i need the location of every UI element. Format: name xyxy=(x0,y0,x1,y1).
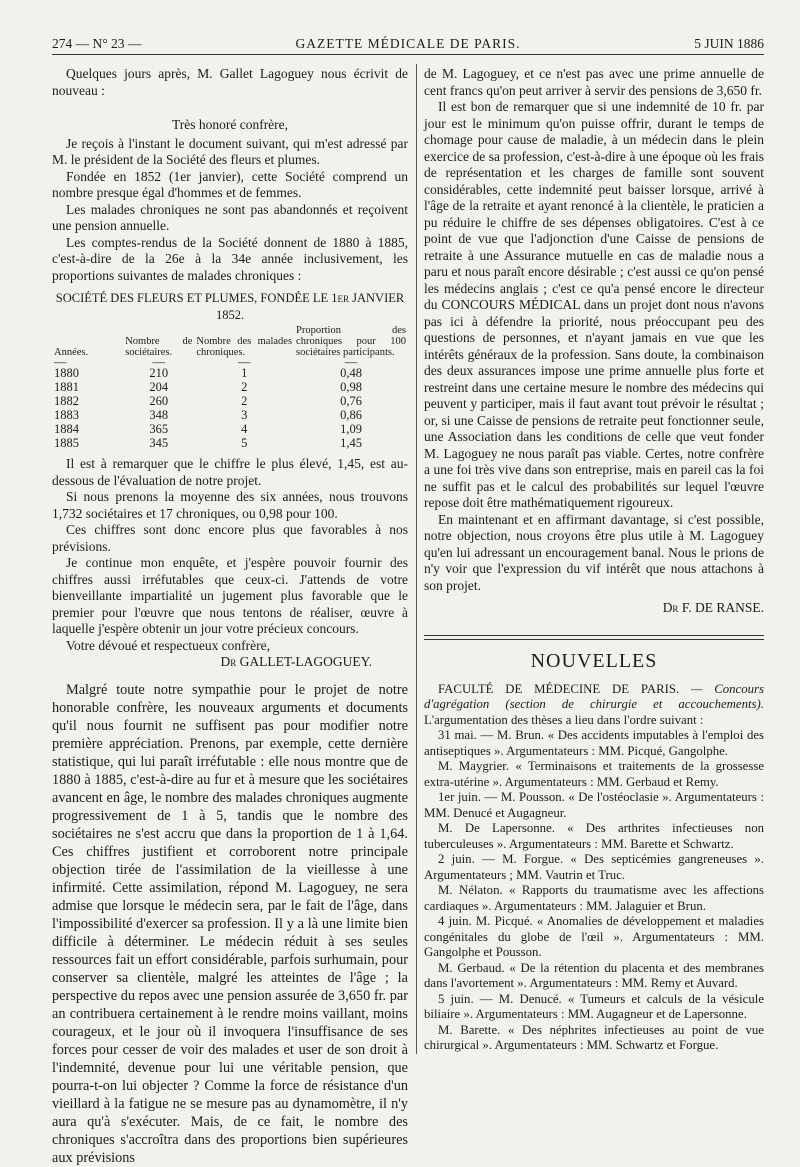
table-row xyxy=(52,366,408,380)
right-column xyxy=(424,66,764,1054)
table-cell: 2 xyxy=(241,380,248,394)
letter-closing: Votre dévoué et respectueux confrère, xyxy=(66,637,271,653)
table-cell: 3 xyxy=(241,408,248,422)
table-cell: 0,48 xyxy=(340,366,362,380)
list-item: M. Gerbaud. « De la rétention du placenta et des membranes dans l'avortement ». Argumentateurs : MM. Remy et Auvard. xyxy=(424,960,764,990)
table-cell: 1880 xyxy=(54,366,79,380)
letter-signature: Dr GALLET-LAGOGUEY. xyxy=(220,654,372,669)
table-cell: 1883 xyxy=(54,408,79,422)
list-item: M. Maygrier. « Terminaisons et traitements de la grossesse extra-utérine ». Argumentateurs : MM. Gerbaud et Remy. xyxy=(424,759,764,789)
table-cell: 210 xyxy=(149,366,169,380)
news-institution: FACULTÉ DE MÉDECINE DE PARIS. xyxy=(438,681,680,696)
table-row xyxy=(52,394,408,408)
left-column xyxy=(52,66,408,1167)
issue-date: 5 JUIN 1886 xyxy=(694,36,764,51)
table-cell: 204 xyxy=(149,380,169,394)
section-rule xyxy=(424,635,764,640)
table-title: SOCIÉTÉ DES FLEURS ET PLUMES, FONDÉE LE 1er JANVIER 1852. xyxy=(55,291,405,322)
table-cell: 0,98 xyxy=(340,380,362,394)
commentary-paragraph: de M. Lagoguey, et ce n'est pas avec une prime annuelle de cent francs qu'on peut arriver à servir des pensions de 3,650 fr. xyxy=(424,66,764,98)
table-row: — — — — xyxy=(54,355,358,369)
list-item: M. De Lapersonne. « Des arthrites infectieuses non tuberculeuses ». Argumentateurs : MM. Barette et Schwartz. xyxy=(424,821,764,851)
news-intro-text: L'argumentation des thèses a lieu dans l'ordre suivant : xyxy=(424,712,704,727)
journal-title: GAZETTE MÉDICALE DE PARIS. xyxy=(295,36,521,51)
table-cell: 1881 xyxy=(54,380,79,394)
table-header: Nombre des malades chroniques. xyxy=(196,336,293,358)
table-cell: 1884 xyxy=(54,422,79,436)
commentary-paragraph: Malgré toute notre sympathie pour le projet de notre honorable confrère, les nouveaux arguments et documents qu'il nous fournit ne suffisent pas pour modifier notre première appréciation. Prenons, par exemple, cette dernière statistique, qui lui paraît irréfutable : elle nous montre que de 1880 à 1885, c'est-à-dire au fur et à mesure que les sociétaires avancent en âge, le nombre des malades chroniques augmente progressivement de 1 à 5, tandis que le nombre des sociétaires ne s'est accru que dans la proportion de 1 à 1,64. Ces chiffres justifient et corroborent notre principale objection tirée de l'assimilation de la vieillesse à une infirmité. Cette assimilation, répond M. Lagoguey, ne sera admise que lorsque le médecin sera, par le fait de l'âge, dans l'impossibilité d'exercer sa profession. Il y a là une limite bien difficile à déterminer. Le médecin réduit à ses seules ressources fait un effort considérable, parfois surhumain, pour conserver sa clientèle, malgré les atteintes de l'âge ; la perspective du repos avec une pension assurée de 3,650 fr. par an contribuera certainement à le rendre moins vaillant, moins courageux, et le jour où il invoquera l'insuffisance de ses forces pour cesser de voir des malades et user de son droit à l'indemnité, devenue pour lui une véritable pension, que pourra-t-on lui objecter ? Comme la force de résistance d'un vieillard à la fatigue ne se mesure pas au dynamomètre, il n'y aura qu'à s'exécuter. Mais, de ce fait, le nombre des chroniques s'accroîtra dans des proportions bien supérieures aux prévisions xyxy=(52,681,408,1166)
list-item: 31 mai. — M. Brun. « Des accidents imputables à l'emploi des antiseptiques ». Argumentateurs : MM. Picqué, Gangolphe. xyxy=(424,728,764,758)
table-cell: 1882 xyxy=(54,394,79,408)
table-cell: 4 xyxy=(241,422,248,436)
letter-paragraph: Je reçois à l'instant le document suivant, qui m'est adressé par M. le président de la Société des fleurs et plumes. xyxy=(52,135,408,167)
news-topic: — Concours d'agrégation (section de chirurgie et accouchements). xyxy=(424,681,764,711)
table-cell: 5 xyxy=(241,436,248,450)
table-cell: 2 xyxy=(241,394,248,408)
news-list xyxy=(424,728,764,1054)
letter-paragraph: Si nous prenons la moyenne des six années, nous trouvons 1,732 sociétaires et 17 chroniques, ou 0,98 pour 100. xyxy=(52,489,408,521)
table-row xyxy=(52,408,408,422)
letter-intro: Quelques jours après, M. Gallet Lagoguey nous écrivit de nouveau : xyxy=(52,66,408,98)
letter-paragraph: Les malades chroniques ne sont pas abandonnés et reçoivent une pension annuelle. xyxy=(52,201,408,233)
commentary-paragraph: Il est bon de remarquer que si une indemnité de 10 fr. par jour est le minimum qu'on puisse offrir, durant le temps de chomage pour cause de maladie, à un médecin dans le plein exercice de sa profession, c'est-à-dire à une époque où les frais de représentation et les charges de famille sont souvent considérables, cette indemnité peut baisser lorsque, arrivé à l'âge de la retraite et ayant renoncé à la clientèle, le praticien a pu réduire le chiffre de ses dépenses obligatoires. C'est à ce point de vue que l'adjonction d'une Caisse de pensions de retraite à une Assurance mutuelle en cas de maladie nous a paru et nous paraît encore désirable ; c'est aussi ce qu'on pensé les médecins anglais ; c'est ce qu'a pensé encore le directeur du CONCOURS MÉDICAL dans un projet dont nous n'avons pas ici à défendre la priorité, nous préoccupant peu des questions de personnes, et n'ayant jamais en vue que les intérêts généraux de la profession. Sans doute, la combinaison des deux assurances impose une prime annuelle plus forte et restreint dans une certaine mesure le nombre des médecins qui peuvent y participer, mais il faut avant tout prévoir le résultat ; or, si une Caisse de pensions de retraite peut fonctionner seule, une Association dans les conditions de celle que veut fonder M. Lagoguey ne nous paraît pas viable. Certes, notre confrère a une foi très vive dans son entreprise, mais en pareil cas la foi ne suffit pas et le calcul des probabilités sur lequel l'œuvre repose doit être mathématiquement rigoureux. xyxy=(424,99,764,510)
page-header xyxy=(52,28,764,55)
table-cell: 1,09 xyxy=(340,422,362,436)
list-item: M. Barette. « Des néphrites infectieuses au point de vue chirurgical ». Argumentateurs : MM. Schwartz et Forgue. xyxy=(424,1022,764,1052)
list-item: 1er juin. — M. Pousson. « De l'ostéoclasie ». Argumentateurs : MM. Denucé et Augagneur. xyxy=(424,790,764,820)
letter-paragraph: Fondée en 1852 (1er janvier), cette Société comprend un nombre presque égal d'hommes et de femmes. xyxy=(52,168,408,200)
table-row xyxy=(52,436,408,450)
table-cell: 0,86 xyxy=(340,408,362,422)
section-title: NOUVELLES xyxy=(530,649,658,672)
list-item: M. Nélaton. « Rapports du traumatisme avec les affections cardiaques ». Argumentateurs : MM. Jalaguier et Brun. xyxy=(424,883,764,913)
table-row xyxy=(52,422,408,436)
table-header: Proportion des chroniques pour 100 sociétaires participants. xyxy=(296,325,406,358)
letter-paragraph: Je continue mon enquête, et j'espère pouvoir fournir des chiffres aussi irréfutables que ceux-ci. J'attends de votre bienveillante impartialité un jugement plus favorable que le premier pour l'œuvre que nous tentons de réaliser, œuvre à laquelle j'espère obtenir un jour votre précieux concours. xyxy=(52,555,408,636)
commentary-paragraph: En maintenant et en affirmant davantage, si c'est possible, notre objection, nous croyons être plus utile à M. Lagoguey qu'en lui adressant un encouragement banal. Nous le prions de n'y voir que l'expression du vif intérêt que nous attachons à son projet. xyxy=(424,511,764,593)
list-item: 2 juin. — M. Forgue. « Des septicémies gangreneuses ». Argumentateurs ; MM. Vautrin et Truc. xyxy=(424,852,764,882)
list-item: 5 juin. — M. Denucé. « Tumeurs et calculs de la vésicule biliaire ». Argumentateurs : MM. Augagneur et de Lapersonne. xyxy=(424,991,764,1021)
table-header: Nombre de sociétaires. xyxy=(125,336,193,358)
table-cell: 365 xyxy=(149,422,169,436)
page-number: 274 — N° 23 — xyxy=(52,36,142,51)
table-header: Années. xyxy=(54,347,89,358)
statistics-table xyxy=(52,325,408,450)
table-cell: 0,76 xyxy=(340,394,362,408)
table-cell: 1885 xyxy=(54,436,79,450)
table-cell: 260 xyxy=(149,394,169,408)
letter-paragraph: Il est à remarquer que le chiffre le plus élevé, 1,45, est au-dessous de l'évaluation de notre projet. xyxy=(52,456,408,488)
news-intro xyxy=(424,682,764,729)
table-cell: 348 xyxy=(149,408,169,422)
table-cell: 1 xyxy=(241,366,248,380)
article-signature: Dr F. DE RANSE. xyxy=(662,600,764,615)
table-row xyxy=(52,380,408,394)
letter-paragraph: Ces chiffres sont donc encore plus que favorables à nos prévisions. xyxy=(52,522,408,554)
list-item: 4 juin. M. Picqué. « Anomalies de développement et maladies congénitales du globe de l'œil ». Argumentateurs : MM. Gangolphe et Pousson. xyxy=(424,914,764,959)
column-divider xyxy=(416,64,417,1054)
letter-salutation: Très honoré confrère, xyxy=(171,117,289,132)
table-cell: 1,45 xyxy=(340,436,362,450)
letter-paragraph: Les comptes-rendus de la Société donnent de 1880 à 1885, c'est-à-dire de la 26e à la 34e année inclusivement, les proportions suivantes de malades chroniques : xyxy=(52,234,408,283)
table-cell: 345 xyxy=(149,436,169,450)
